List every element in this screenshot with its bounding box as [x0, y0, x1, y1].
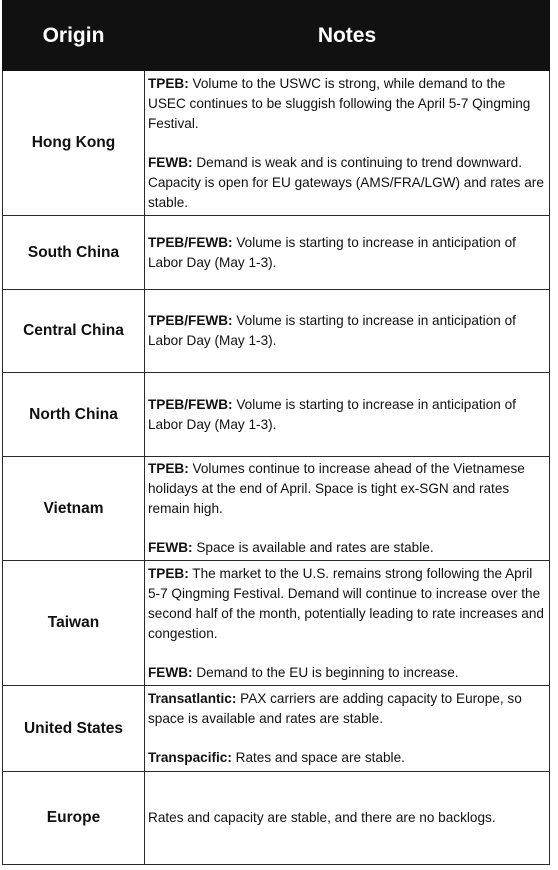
note-label: FEWB:	[148, 664, 193, 680]
note-text: Volumes continue to increase ahead of the Vietnamese holidays at the end of April. Space is tight ex-SGN and rates remain high.	[148, 461, 525, 516]
origin-notes-table	[2, 0, 550, 865]
note-paragraph	[148, 74, 546, 134]
notes-cell	[145, 373, 550, 457]
notes-cell	[145, 290, 550, 373]
note-paragraph	[148, 808, 546, 828]
table-row	[3, 216, 550, 290]
note-label: TPEB:	[148, 565, 189, 581]
notes-cell	[145, 71, 550, 216]
note-text: Rates and space are stable.	[231, 750, 405, 765]
note-text: Volume is starting to increase in anticipation of Labor Day (May 1-3).	[148, 396, 516, 432]
table-row	[3, 71, 550, 216]
note-text: Volume to the USWC is strong, while demand to the USEC continues to be sluggish following the April 5-7 Qingming Festival.	[148, 75, 531, 131]
note-label: FEWB:	[148, 154, 193, 170]
note-paragraph	[148, 564, 546, 644]
note-text: Rates and capacity are stable, and there are no backlogs.	[148, 810, 496, 825]
origin-column-header: Origin	[3, 1, 145, 71]
note-paragraph	[148, 748, 546, 768]
notes-cell	[145, 561, 550, 686]
note-paragraph	[148, 395, 546, 435]
table-row	[3, 561, 550, 686]
note-label: TPEB/FEWB:	[148, 234, 233, 250]
note-paragraph	[148, 459, 546, 519]
notes-cell	[145, 772, 550, 865]
note-paragraph	[148, 233, 546, 273]
table-row	[3, 290, 550, 373]
note-label: Transpacific:	[148, 750, 232, 765]
table-row	[3, 373, 550, 457]
note-label: TPEB:	[148, 75, 189, 91]
note-text: PAX carriers are adding capacity to Europe, so space is available and rates are stable.	[148, 691, 522, 726]
origin-cell: Taiwan	[3, 561, 145, 686]
table-row	[3, 686, 550, 772]
header-row	[3, 1, 550, 71]
note-label: TPEB/FEWB:	[148, 313, 233, 328]
origin-cell: South China	[3, 216, 145, 290]
note-text: Volume is starting to increase in anticipation of Labor Day (May 1-3).	[148, 313, 516, 348]
note-paragraph	[148, 663, 546, 683]
note-paragraph	[148, 689, 546, 729]
table-row	[3, 772, 550, 865]
origin-cell: Hong Kong	[3, 71, 145, 216]
note-label: Transatlantic:	[148, 691, 237, 706]
note-label: FEWB:	[148, 540, 193, 555]
notes-cell	[145, 686, 550, 772]
origin-cell: North China	[3, 373, 145, 457]
note-text: Demand is weak and is continuing to trend downward. Capacity is open for EU gateways (AMS/FRA/LGW) and rates are stable.	[148, 154, 544, 210]
notes-cell	[145, 457, 550, 561]
note-paragraph	[148, 311, 546, 351]
note-text: Volume is starting to increase in anticipation of Labor Day (May 1-3).	[148, 234, 516, 270]
note-label: TPEB:	[148, 461, 189, 476]
origin-cell: Vietnam	[3, 457, 145, 561]
note-paragraph	[148, 538, 546, 558]
table-row	[3, 457, 550, 561]
notes-cell	[145, 216, 550, 290]
note-paragraph	[148, 153, 546, 213]
note-text: Space is available and rates are stable.	[192, 540, 434, 555]
origin-cell: United States	[3, 686, 145, 772]
note-text: The market to the U.S. remains strong following the April 5-7 Qingming Festival. Demand will continue to increase over the second half of the month, potentially leading to rate increases and congestion.	[148, 565, 544, 641]
note-text: Demand to the EU is beginning to increase.	[192, 664, 459, 680]
origin-cell: Central China	[3, 290, 145, 373]
note-label: TPEB/FEWB:	[148, 396, 233, 412]
origin-cell: Europe	[3, 772, 145, 865]
notes-column-header: Notes	[145, 1, 550, 71]
